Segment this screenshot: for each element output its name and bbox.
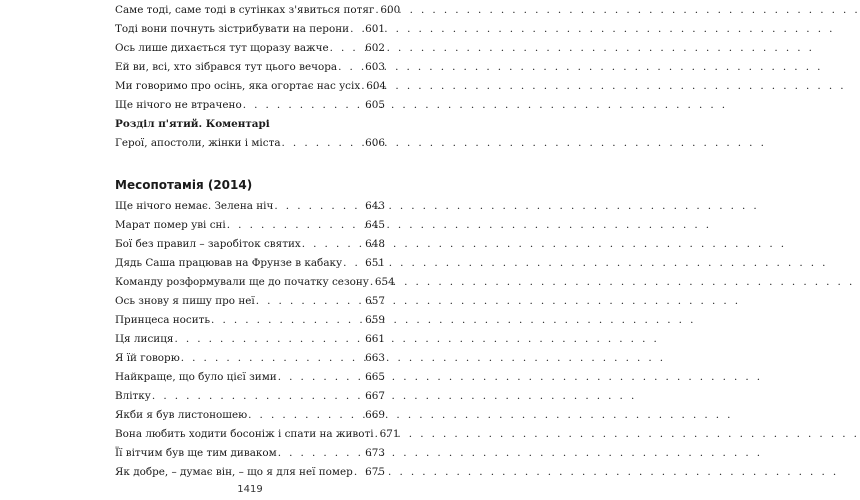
toc-entry (115, 97, 385, 113)
toc-entry (115, 388, 385, 404)
toc-entry-title: Як добре, – думає він, – що я для неї помер (115, 466, 353, 478)
toc-entry (115, 293, 385, 309)
toc-entry-title: Команду розформували ще до початку сезону (115, 276, 369, 288)
toc-entry-page: 648 (365, 238, 385, 250)
toc-entry-title: Бої без правил – заробіток святих (115, 238, 301, 250)
toc-entry (115, 312, 385, 328)
toc-entry (115, 198, 385, 214)
toc-entry-title: Принцеса носить (115, 314, 211, 326)
toc-dot-leader (302, 236, 364, 252)
toc-dot-leader (330, 40, 365, 56)
toc-dot-leader (278, 445, 364, 461)
toc-entry-page: 669 (365, 409, 385, 421)
toc-entry (115, 217, 385, 233)
toc-entry (115, 59, 385, 75)
toc-entry-title: Ей ви, всі, хто зібрався тут цього вечора (115, 61, 338, 73)
toc-entry-page: 665 (365, 371, 385, 383)
toc-entry-page: 643 (365, 200, 385, 212)
toc-entry-page: 605 (365, 99, 385, 111)
toc-entry-title: Ми говоримо про осінь, яка огортає нас усіх (115, 80, 361, 92)
toc-dot-leader (181, 350, 364, 366)
toc-entry-page: 602 (365, 42, 385, 54)
toc-dot-leader (211, 312, 364, 328)
toc-entry (115, 255, 385, 271)
toc-dot-leader (227, 217, 364, 233)
toc-entry-page: 654 (374, 276, 395, 288)
toc-dot-leader (243, 97, 364, 113)
section-heading: Розділ п'ятий. Коментарі (115, 118, 270, 130)
toc-entry-title: Влітку (115, 390, 151, 402)
toc-entry-page: 663 (365, 352, 385, 364)
toc-entry (115, 407, 385, 423)
toc-dot-leader (152, 388, 364, 404)
toc-dot-leader (361, 78, 365, 94)
toc-dot-leader (370, 274, 374, 290)
toc-entry-page: 651 (365, 257, 385, 269)
toc-entry-page: 600 (380, 4, 401, 16)
toc-entry (115, 274, 395, 290)
toc-entry-title: Дядь Саша працював на Фрунзе в кабаку (115, 257, 343, 269)
toc-dot-leader (282, 135, 365, 151)
toc-entry-title: Я їй говорю (115, 352, 180, 364)
toc-dot-leader (375, 2, 379, 18)
toc-entry-page: 645 (365, 219, 385, 231)
toc-dot-leader (375, 426, 379, 442)
toc-entry-title: Вона любить ходити босоніж і спати на животі (115, 428, 374, 440)
toc-entry-title: Герої, апостоли, жінки і міста (115, 137, 281, 149)
toc-entry (115, 135, 385, 151)
toc-entry-title: Ось лише дихається тут щоразу важче (115, 42, 329, 54)
toc-entry-title: Ця лисиця (115, 333, 174, 345)
toc-entry (115, 445, 385, 461)
toc-entry-page: 671 (379, 428, 400, 440)
toc-entry (115, 426, 400, 442)
toc-entry-page: 606 (365, 137, 385, 149)
toc-entry-page: 603 (365, 61, 385, 73)
toc-entry-page: 601 (365, 23, 385, 35)
toc-entry (115, 350, 385, 366)
toc-entry (115, 464, 385, 480)
toc-dot-leader (248, 407, 364, 423)
toc-entry-page: 657 (365, 295, 385, 307)
toc-entry-page: 675 (365, 466, 385, 478)
toc-dot-leader (338, 59, 364, 75)
toc-entry-title: Якби я був листоношею (115, 409, 248, 421)
toc-entry-title: Марат помер уві сні (115, 219, 226, 231)
toc-entry-title: Тоді вони почнуть зістрибувати на перони (115, 23, 350, 35)
toc-entry (115, 331, 385, 347)
toc-entry-page: 659 (365, 314, 385, 326)
toc-dot-leader (354, 464, 364, 480)
toc-entry-page: 667 (365, 390, 385, 402)
toc-entry-title: Її вітчим був ще тим диваком (115, 447, 277, 459)
toc-entry (115, 369, 385, 385)
toc-entry-title: Найкраще, що було цієї зими (115, 371, 277, 383)
toc-entry-title: Ще нічого немає. Зелена ніч (115, 200, 274, 212)
toc-entry (115, 40, 385, 56)
toc-entry (115, 2, 401, 18)
toc-entry (115, 21, 385, 37)
toc-dot-leader (350, 21, 364, 37)
toc-entry-page: 604 (366, 80, 387, 92)
toc-entry-title: Саме тоді, саме тоді в сутінках з'явиться потяг (115, 4, 375, 16)
page-number: 1419 (237, 484, 263, 495)
toc-entry (115, 78, 385, 94)
book-title: Месопотамія (2014) (115, 178, 253, 192)
toc-entry-page: 673 (365, 447, 385, 459)
toc-entry-title: Ось знову я пишу про неї (115, 295, 255, 307)
toc-dot-leader (174, 331, 364, 347)
toc-dot-leader (343, 255, 364, 271)
toc-dot-leader (274, 198, 364, 214)
toc-entry (115, 236, 385, 252)
toc-entry-title: Ще нічого не втрачено (115, 99, 242, 111)
toc-dot-leader (278, 369, 364, 385)
toc-entry-page: 661 (365, 333, 385, 345)
toc-dot-leader (256, 293, 364, 309)
